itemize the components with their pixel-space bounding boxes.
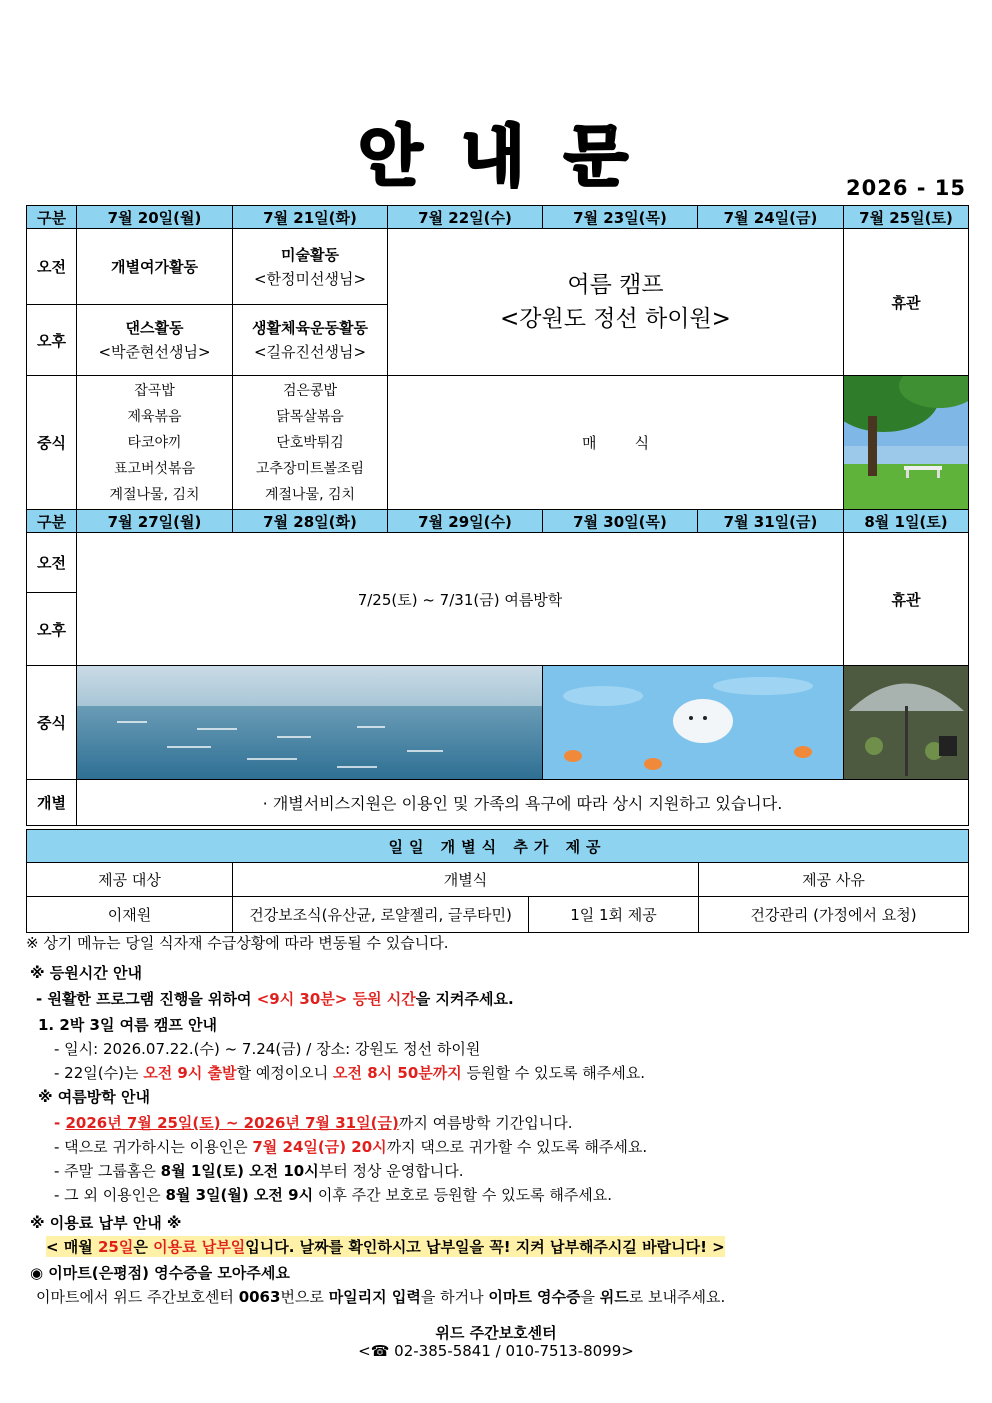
departure-time: 오전 9시 출발	[143, 1064, 237, 1082]
lunch-menu-mon	[77, 376, 233, 510]
camp-place: <강원도 정선 하이원>	[500, 306, 731, 332]
title-char: 문	[563, 118, 634, 195]
header-cell: 7월 31일(금)	[698, 510, 844, 533]
summer-vacation-cell: 7/25(토) ~ 7/31(금) 여름방학	[77, 533, 844, 666]
row-label-afternoon: 오후	[27, 593, 77, 666]
arrival-deadline: 오전 8시 50분까지	[333, 1064, 462, 1082]
activity-tue-am	[233, 229, 388, 305]
menu-item: 닭목살볶음	[276, 408, 344, 425]
text-segment: 할 예정이오니	[236, 1064, 334, 1082]
title-char: 내	[461, 118, 531, 195]
extra-recipient: 이재원	[27, 897, 233, 933]
camp-line-1: - 일시: 2026.07.22.(수) ~ 7.24(금) / 장소: 강원도 정선 하이원	[54, 1040, 481, 1058]
phone-numbers: <☎ 02-385-5841 / 010-7513-8099>	[358, 1342, 634, 1360]
text-segment: 까지 여름방학 기간입니다.	[398, 1114, 573, 1132]
closed-sat-week2: 휴관	[844, 533, 969, 666]
organization-name: 위드 주간보호센터	[435, 1324, 557, 1342]
header-cell: 구분	[27, 206, 77, 229]
text-segment: 이마트에서 위드 주간보호센터	[36, 1288, 239, 1306]
text-segment: 부터 정상 운영합니다.	[318, 1162, 464, 1180]
text-segment: 번으로	[280, 1288, 329, 1306]
fee-title: ※ 이용료 납부 안내 ※	[30, 1214, 182, 1232]
week1-header-row	[27, 206, 969, 229]
emart-line	[36, 1286, 725, 1307]
extra-meal-table	[26, 829, 969, 933]
fee-day: 25일	[98, 1238, 134, 1256]
text-segment: 은	[133, 1238, 154, 1256]
camp-title: 1. 2박 3일 여름 캠프 안내	[38, 1016, 218, 1034]
activity-mon-am: 개별여가활동	[77, 229, 233, 305]
individual-service-text: · 개별서비스지원은 이용인 및 가족의 욕구에 따라 상시 지원하고 있습니다.	[77, 780, 969, 826]
row-label-afternoon: 오후	[27, 305, 77, 376]
activity-tue-pm	[233, 305, 388, 376]
arrival-line	[36, 988, 514, 1009]
row-label-morning: 오전	[27, 533, 77, 593]
fee-notice	[46, 1236, 725, 1257]
text-segment: 0063	[238, 1288, 281, 1306]
closed-sat-week1: 휴관	[844, 229, 969, 376]
menu-item: 타코야끼	[127, 434, 182, 451]
text-segment: - 댁으로 귀가하시는 이용인은	[54, 1138, 253, 1156]
week2-morning-row	[27, 533, 969, 593]
vacation-line-2	[54, 1136, 647, 1157]
extra-data-row	[27, 897, 969, 933]
menu-item: 잡곡밥	[134, 382, 175, 399]
page-title	[0, 118, 992, 195]
text-segment: 입니다. 날짜를 확인하시고 납부일을 꼭! 지켜 납부해주시길 바랍니다! >	[245, 1238, 725, 1256]
menu-note: ※ 상기 메뉴는 당일 식자재 수급상황에 따라 변동될 수 있습니다.	[26, 934, 449, 952]
header-cell: 7월 29일(수)	[388, 510, 543, 533]
menu-item: 표고버섯볶음	[113, 460, 196, 477]
weekly-schedule-table	[26, 205, 969, 826]
title-char: 안	[358, 118, 429, 195]
vacation-line-1: - 2026년 7월 25일(토) ~ 2026년 7월 31일(금)까지 여름방학 기간입니다.	[54, 1114, 573, 1132]
column-header: 제공 대상	[27, 863, 233, 897]
umbrella-illustration-cell	[844, 666, 969, 780]
header-cell: 7월 22일(수)	[388, 206, 543, 229]
activity-teacher: <한정미선생님>	[253, 269, 367, 288]
column-header: 개별식	[233, 863, 699, 897]
park-photo	[844, 376, 969, 510]
text-segment: 을	[580, 1288, 600, 1306]
header-cell: 7월 30일(목)	[543, 510, 698, 533]
text-segment: - 원활한 프로그램 진행을 위하여	[36, 990, 257, 1008]
text-segment: 로 보내주세요.	[628, 1288, 726, 1306]
document-number: 2026 - 15	[845, 176, 966, 200]
text-segment: 을 하거나	[420, 1288, 489, 1306]
extra-columns-row	[27, 863, 969, 897]
extra-header: 일일 개별식 추가 제공	[27, 830, 969, 863]
week1-morning-row	[27, 229, 969, 305]
menu-item: 계절나물, 김치	[264, 486, 356, 503]
text-segment: - 그 외 이용인은	[54, 1186, 166, 1204]
text-segment: 이후 주간 보호로 등원할 수 있도록 해주세요.	[313, 1186, 613, 1204]
row-label-individual: 개별	[27, 780, 77, 826]
vacation-line-4	[54, 1184, 612, 1205]
grouphome-reopen: 8월 1일(토) 오전 10시	[160, 1162, 319, 1180]
activity-title: 미술활동	[281, 245, 339, 264]
header-cell: 7월 21일(화)	[233, 206, 388, 229]
text-segment: - 주말 그룹홈은	[54, 1162, 161, 1180]
text-segment: 까지 댁으로 귀가할 수 있도록 해주세요.	[386, 1138, 648, 1156]
vacation-period: 2026년 7월 25일(토) ~ 2026년 7월 31일(금)	[65, 1114, 399, 1132]
arrival-title: ※ 등원시간 안내	[30, 964, 142, 982]
week2-lunch-row	[27, 666, 969, 780]
text-segment: 이마트 영수증	[488, 1288, 581, 1306]
menu-item: 제육볶음	[127, 408, 182, 425]
emart-title: ◉ 이마트(은평점) 영수증을 모아주세요	[30, 1264, 290, 1282]
daycare-reopen: 8월 3일(월) 오전 9시	[165, 1186, 314, 1204]
column-header: 제공 사유	[699, 863, 969, 897]
text-segment: 등원할 수 있도록 해주세요.	[461, 1064, 645, 1082]
lunch-menu-tue	[233, 376, 388, 510]
meal-note: 매 식	[388, 376, 844, 510]
header-cell: 7월 24일(금)	[698, 206, 844, 229]
extra-reason: 건강관리 (가정에서 요청)	[699, 897, 969, 933]
menu-item: 검은콩밥	[282, 382, 338, 399]
header-cell: 구분	[27, 510, 77, 533]
text-segment: 을 지켜주세요.	[415, 990, 514, 1008]
vacation-line-3	[54, 1160, 463, 1181]
row-label-morning: 오전	[27, 229, 77, 305]
sea-illustration	[77, 666, 543, 780]
menu-item: 계절나물, 김치	[109, 486, 200, 503]
seal-illustration	[543, 666, 844, 780]
text-segment: 마일리지 입력	[328, 1288, 421, 1306]
camp-title: 여름 캠프	[567, 272, 664, 298]
park-illustration	[844, 376, 969, 510]
row-label-lunch: 중식	[27, 666, 77, 780]
extra-header-row	[27, 830, 969, 863]
week1-lunch-row	[27, 376, 969, 510]
fee-label: 이용료 납부일	[153, 1238, 246, 1256]
camp-line-2	[54, 1062, 645, 1083]
row-label-lunch: 중식	[27, 376, 77, 510]
summer-camp-cell	[388, 229, 844, 376]
header-cell: 7월 28일(화)	[233, 510, 388, 533]
extra-meal: 건강보조식(유산균, 로얄젤리, 글루타민)	[233, 897, 529, 933]
activity-title: 댄스활동	[125, 319, 184, 337]
seal-illustration-cell	[543, 666, 844, 780]
return-deadline: 7월 24일(금) 20시	[252, 1138, 387, 1156]
text-segment: - 22일(수)는	[54, 1064, 144, 1082]
activity-teacher: <길유진선생님>	[253, 343, 367, 361]
menu-item: 고추장미트볼조림	[255, 460, 365, 477]
vacation-title: ※ 여름방학 안내	[38, 1088, 150, 1106]
sea-photo	[77, 666, 543, 780]
week2-header-row	[27, 510, 969, 533]
umbrella-illustration	[844, 666, 969, 780]
header-cell: 7월 27일(월)	[77, 510, 233, 533]
individual-service-row	[27, 780, 969, 826]
activity-mon-pm	[77, 305, 233, 376]
menu-item: 단호박튀김	[276, 434, 344, 451]
header-cell: 7월 20일(월)	[77, 206, 233, 229]
activity-teacher: <박준현선생님>	[98, 343, 211, 361]
header-cell: 8월 1일(토)	[844, 510, 969, 533]
arrival-time: <9시 30분> 등원 시간	[256, 990, 416, 1008]
header-cell: 7월 25일(토)	[844, 206, 969, 229]
text-segment: 위드	[599, 1288, 629, 1306]
extra-frequency: 1일 1회 제공	[529, 897, 699, 933]
activity-title: 생활체육운동활동	[252, 319, 368, 337]
header-cell: 7월 23일(목)	[543, 206, 698, 229]
text-segment: < 매월	[46, 1238, 98, 1256]
